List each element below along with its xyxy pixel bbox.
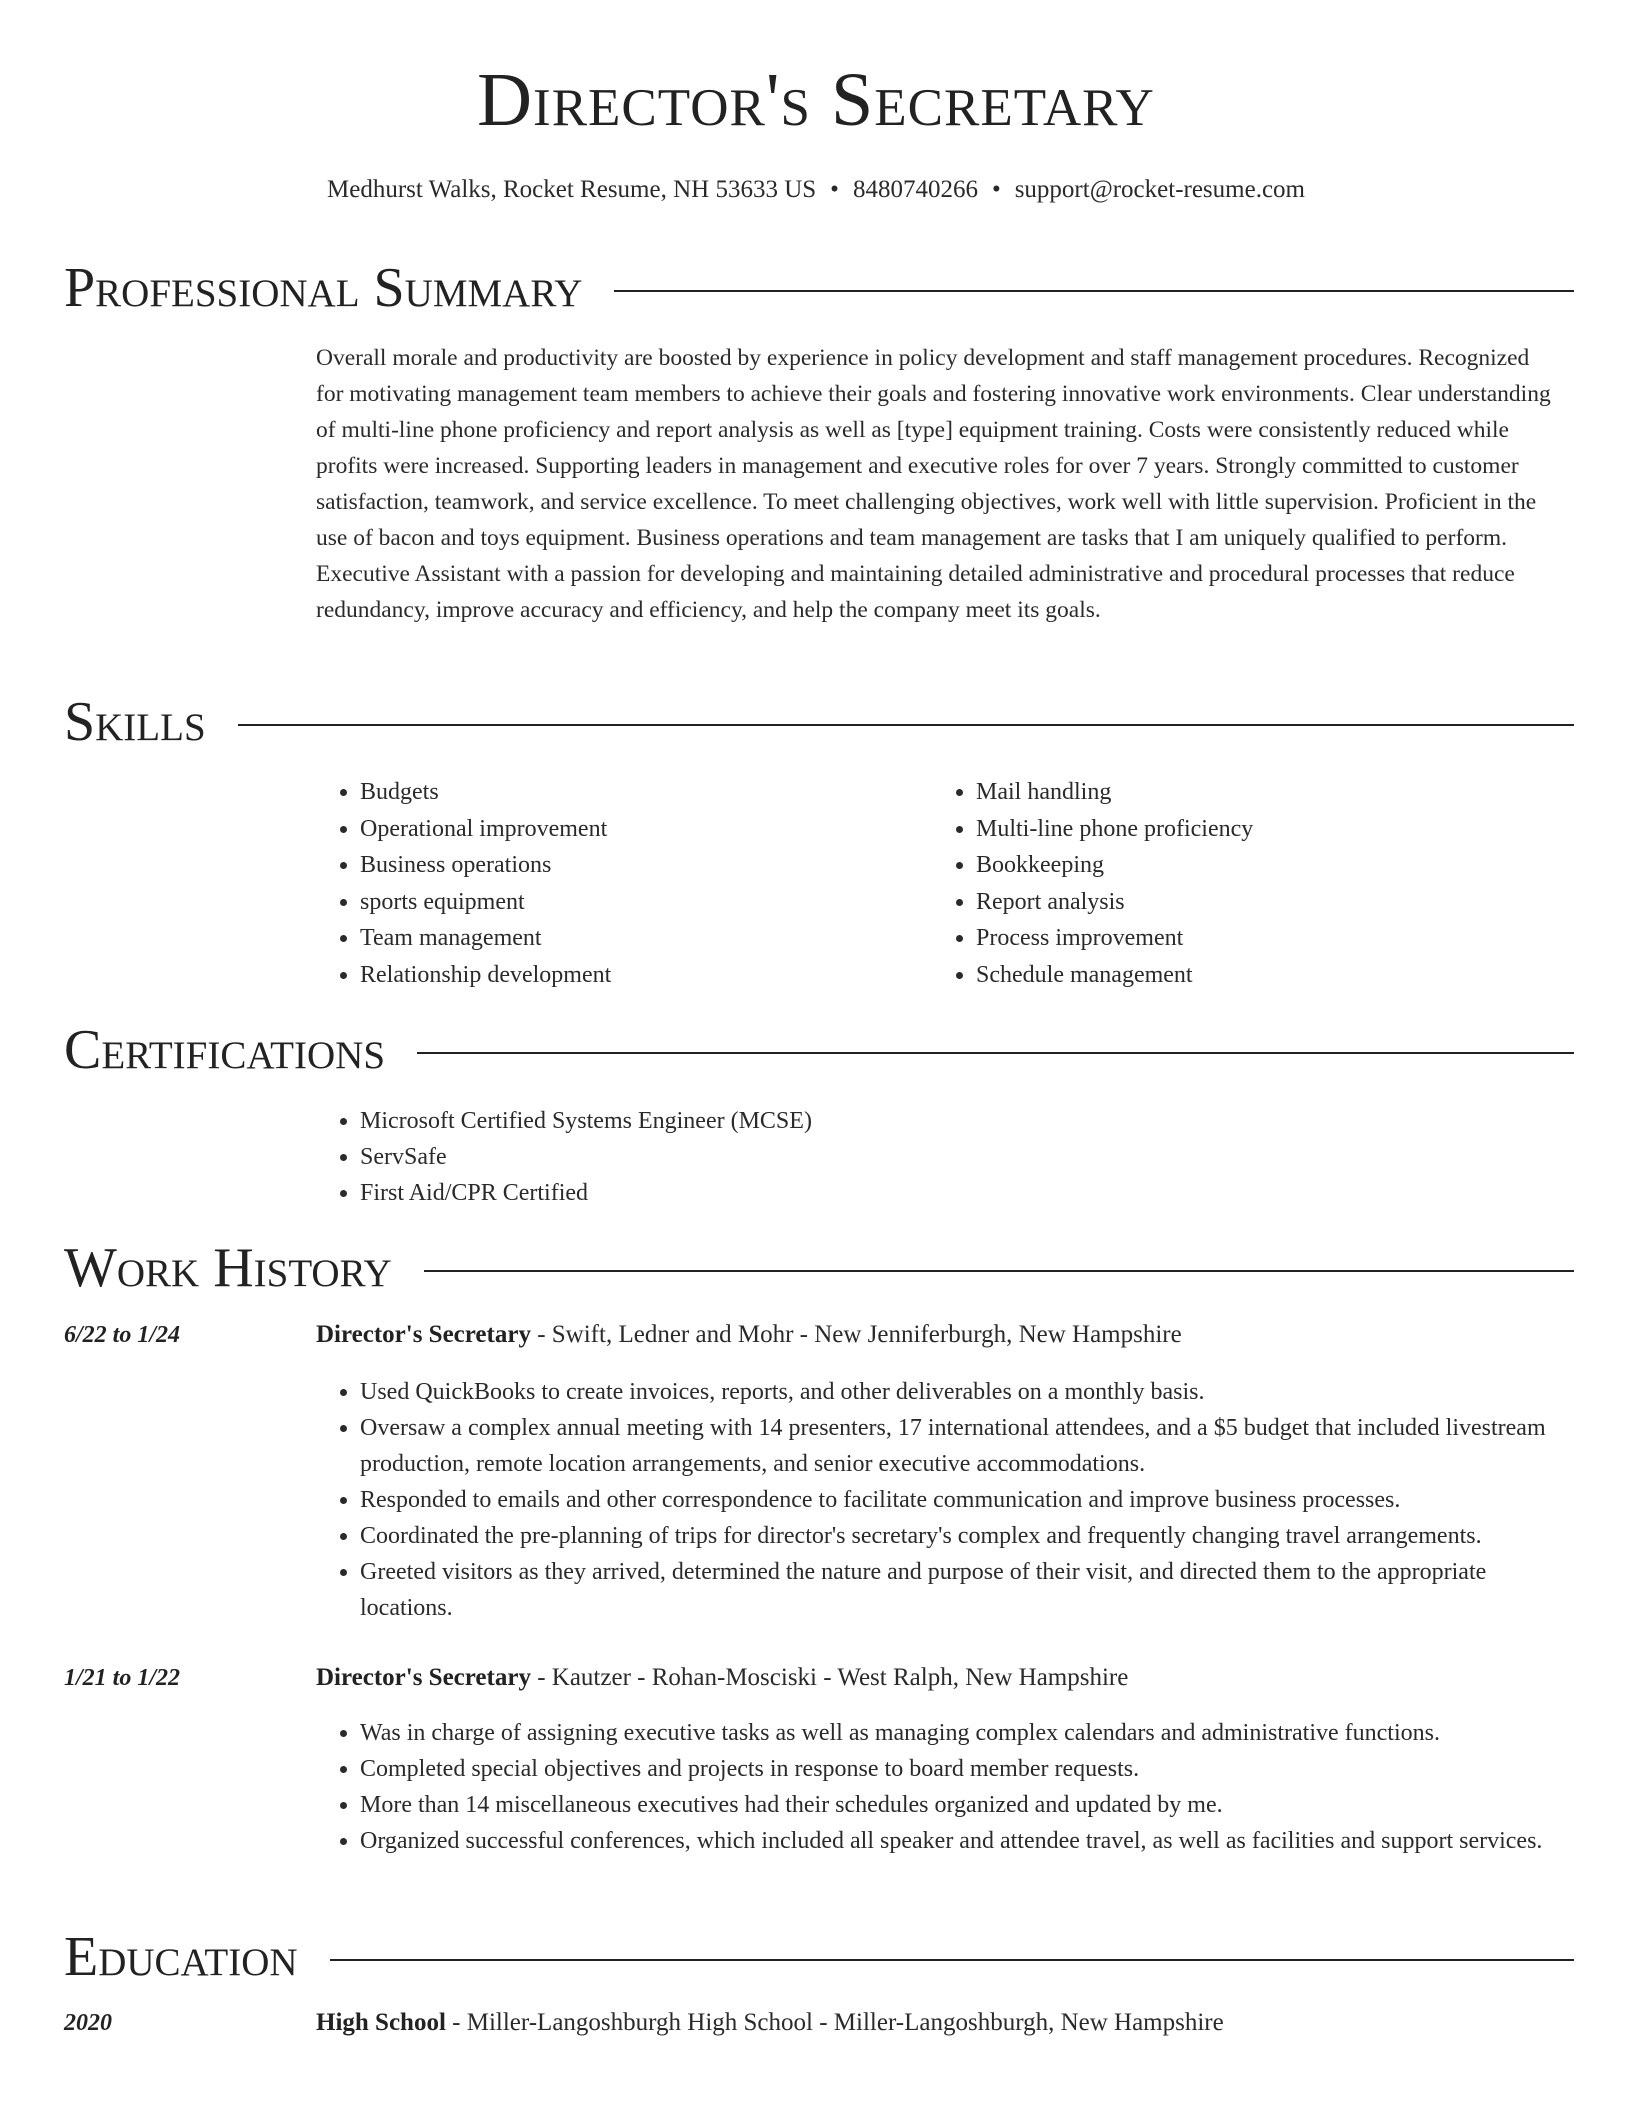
skill-item: • Report analysis — [976, 884, 1492, 921]
certification-item: • Microsoft Certified Systems Engineer (MCSE) — [360, 1103, 1516, 1139]
section-header-summary — [64, 257, 1574, 319]
contact-separator: • — [991, 176, 1001, 203]
job-bullet: • Completed special objectives and projects in response to board member requests. — [360, 1751, 1576, 1787]
education-year: 2020 — [64, 2010, 112, 2036]
job-bullet: • Organized successful conferences, which included all speaker and attendee travel, as well as facilities and support services. — [360, 1823, 1576, 1859]
section-header-work-history — [64, 1237, 1574, 1299]
contact-email: support@rocket-resume.com — [1014, 176, 1305, 203]
contact-phone: 8480740266 — [852, 176, 978, 203]
job-title-line — [316, 1321, 1182, 1349]
skill-item: • Multi-line phone proficiency — [976, 811, 1492, 848]
skill-item: • Team management — [360, 920, 876, 957]
section-divider — [614, 290, 1574, 292]
skills-column-left — [316, 774, 876, 993]
job-bullet: • Was in charge of assigning executive tasks as well as managing complex calendars and administrative functions. — [360, 1715, 1576, 1751]
job-bullet: • Greeted visitors as they arrived, determined the nature and purpose of their visit, and directed them to the appropriate locations. — [360, 1554, 1576, 1626]
section-title: Certifications — [64, 1019, 386, 1081]
job-company-location: - Kautzer - Rohan-Mosciski - West Ralph, New Hampshire — [530, 1664, 1129, 1691]
certification-item: • First Aid/CPR Certified — [360, 1175, 1516, 1211]
candidate-name: Director's Secretary — [477, 58, 1155, 142]
skill-item: • Bookkeeping — [976, 847, 1492, 884]
job-role: Director's Secretary — [316, 1664, 531, 1691]
education-degree: High School — [316, 2009, 446, 2036]
skill-item: • sports equipment — [360, 884, 876, 921]
skill-item: • Schedule management — [976, 957, 1492, 994]
contact-separator: • — [830, 176, 839, 203]
section-divider — [330, 1959, 1574, 1961]
job-bullets — [316, 1715, 1576, 1859]
job-bullet: • More than 14 miscellaneous executives had their schedules organized and updated by me. — [360, 1787, 1576, 1823]
skill-item: • Business operations — [360, 847, 876, 884]
certification-item: • ServSafe — [360, 1139, 1516, 1175]
education-school-location: - Miller-Langoshburgh High School - Miller-Langoshburgh, New Hampshire — [445, 2009, 1224, 2036]
job-company-location: - Swift, Ledner and Mohr - New Jenniferburgh, New Hampshire — [530, 1321, 1182, 1348]
job-bullet: • Oversaw a complex annual meeting with 14 presenters, 17 international attendees, and a $5 budget that included livestream production, remote location arrangements, and senior executive accommodations. — [360, 1410, 1576, 1482]
skills-column-right — [932, 774, 1492, 993]
job-bullets — [316, 1374, 1576, 1626]
summary-text: Overall morale and productivity are boosted by experience in policy development and staff management procedures. Recognized for motivating management team members to achieve their goals and fostering innovative work environments. Clear understanding of multi-line phone proficiency and report analysis as well as [type] equipment training. Costs were consistently reduced while profits were increased. Supporting leaders in management and executive roles for over 7 years. Strongly committed to customer satisfaction, teamwork, and service excellence. To meet challenging objectives, work well with little supervision. Proficient in the use of bacon and toys equipment. Business operations and team management are tasks that I am uniquely qualified to perform. Executive Assistant with a passion for developing and maintaining detailed administrative and procedural processes that reduce redundancy, improve accuracy and efficiency, and help the company meet its goals. — [316, 345, 1551, 623]
education-line — [316, 2009, 1224, 2037]
certifications-list — [316, 1103, 1516, 1211]
job-dates: 1/21 to 1/22 — [64, 1665, 181, 1691]
job-bullet: • Used QuickBooks to create invoices, reports, and other deliverables on a monthly basis. — [360, 1374, 1576, 1410]
section-title: Work History — [64, 1237, 392, 1299]
job-bullet: • Coordinated the pre-planning of trips for director's secretary's complex and frequently changing travel arrangements. — [360, 1518, 1576, 1554]
skill-item: • Mail handling — [976, 774, 1492, 811]
section-title: Skills — [64, 691, 206, 753]
section-title: Professional Summary — [64, 257, 583, 319]
section-header-certifications — [64, 1019, 1574, 1081]
section-header-skills — [64, 691, 1574, 753]
section-title: Education — [64, 1926, 298, 1988]
section-divider — [424, 1270, 1574, 1272]
job-bullet: • Responded to emails and other correspondence to facilitate communication and improve business processes. — [360, 1482, 1576, 1518]
skill-item: • Relationship development — [360, 957, 876, 994]
skill-item: • Process improvement — [976, 920, 1492, 957]
job-dates: 6/22 to 1/24 — [64, 1322, 181, 1348]
section-divider — [238, 724, 1574, 726]
skill-item: • Operational improvement — [360, 811, 876, 848]
job-role: Director's Secretary — [316, 1321, 531, 1348]
job-title-line — [316, 1664, 1128, 1692]
contact-line — [0, 176, 1632, 204]
section-header-education — [64, 1926, 1574, 1988]
contact-address: Medhurst Walks, Rocket Resume, NH 53633 US — [327, 176, 817, 203]
section-divider — [417, 1052, 1574, 1054]
skill-item: • Budgets — [360, 774, 876, 811]
